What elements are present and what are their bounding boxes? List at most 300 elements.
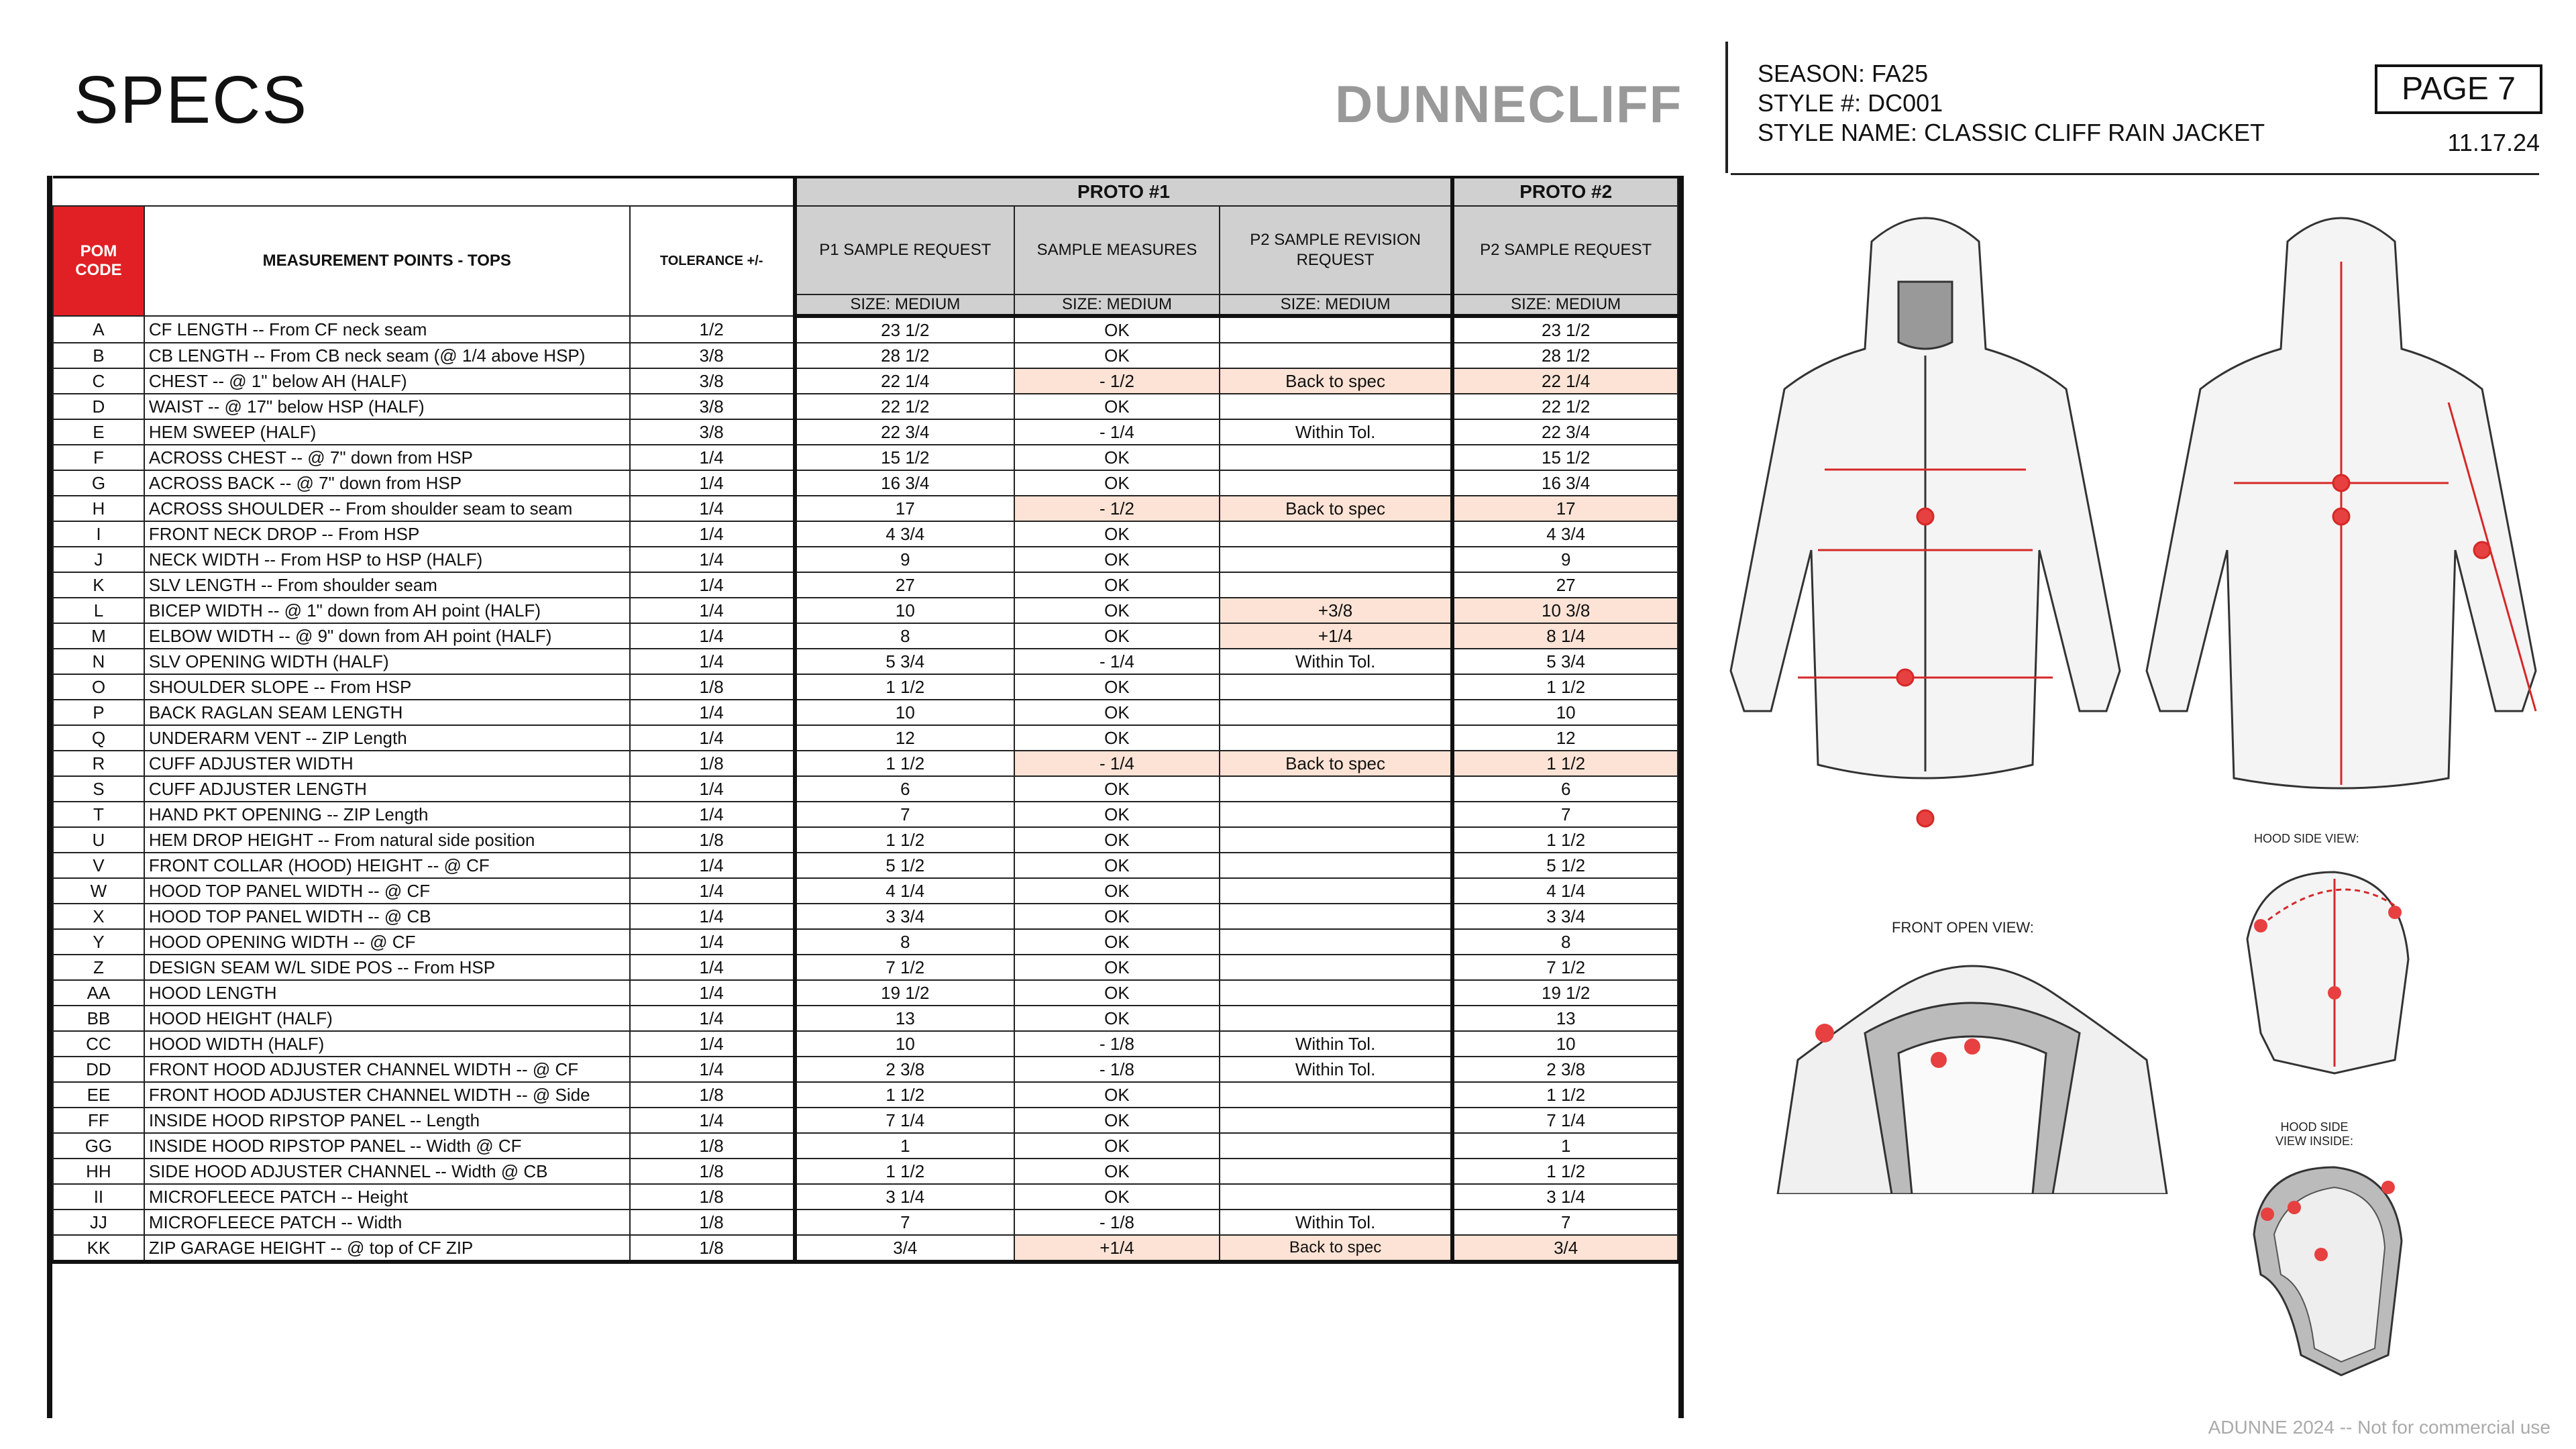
p2-request-value: 5 1/2	[1452, 853, 1678, 878]
tolerance: 1/8	[630, 1184, 795, 1210]
pom-code: R	[53, 751, 144, 776]
tolerance: 3/8	[630, 394, 795, 419]
spec-row	[53, 1133, 1678, 1159]
sample-measure-value: - 1/8	[1014, 1210, 1220, 1235]
spec-row	[53, 1082, 1678, 1108]
p2-request-value: 7 1/2	[1452, 955, 1678, 980]
p2-revision-header: P2 SAMPLE REVISION REQUEST	[1220, 206, 1453, 294]
p2-revision-value	[1220, 802, 1453, 827]
p2-request-value: 15 1/2	[1452, 445, 1678, 470]
p2-revision-value	[1220, 316, 1453, 343]
size-label: SIZE: MEDIUM	[795, 294, 1015, 316]
p2-request-value: 1 1/2	[1452, 674, 1678, 700]
p1-request-value: 19 1/2	[795, 980, 1015, 1006]
measurement-desc: ACROSS BACK -- @ 7" down from HSP	[144, 470, 630, 496]
p2-revision-value: +1/4	[1220, 623, 1453, 649]
spec-row	[53, 725, 1678, 751]
p2-revision-value	[1220, 853, 1453, 878]
spec-row	[53, 368, 1678, 394]
p2-revision-value	[1220, 1159, 1453, 1184]
spec-row	[53, 980, 1678, 1006]
measurement-desc: BICEP WIDTH -- @ 1" down from AH point (HALF)	[144, 598, 630, 623]
sample-measure-value: - 1/2	[1014, 368, 1220, 394]
p2-revision-value	[1220, 725, 1453, 751]
tolerance: 1/4	[630, 649, 795, 674]
p2-request-value: 8	[1452, 929, 1678, 955]
spec-row	[53, 394, 1678, 419]
measurement-desc: FRONT HOOD ADJUSTER CHANNEL WIDTH -- @ Side	[144, 1082, 630, 1108]
tolerance: 1/4	[630, 521, 795, 547]
sample-measure-value: - 1/4	[1014, 751, 1220, 776]
spec-row	[53, 1235, 1678, 1262]
sample-measure-value: OK	[1014, 827, 1220, 853]
p2-revision-value	[1220, 547, 1453, 572]
pom-code: FF	[53, 1108, 144, 1133]
p2-revision-value	[1220, 1006, 1453, 1031]
p2-request-value: 1	[1452, 1133, 1678, 1159]
front-open-view-label: FRONT OPEN VIEW:	[1892, 919, 2034, 936]
spec-row	[53, 496, 1678, 521]
p2-revision-value	[1220, 445, 1453, 470]
pom-code-header: POM CODE	[53, 206, 144, 316]
tolerance: 1/4	[630, 547, 795, 572]
p2-request-value: 3 3/4	[1452, 904, 1678, 929]
tolerance: 1/4	[630, 929, 795, 955]
p1-request-value: 22 3/4	[795, 419, 1015, 445]
p2-request-value: 23 1/2	[1452, 316, 1678, 343]
tolerance: 1/8	[630, 1082, 795, 1108]
measurement-desc: INSIDE HOOD RIPSTOP PANEL -- Length	[144, 1108, 630, 1133]
header-underline	[1731, 173, 2539, 175]
p2-request-value: 8 1/4	[1452, 623, 1678, 649]
pom-code: JJ	[53, 1210, 144, 1235]
p1-request-value: 1 1/2	[795, 1159, 1015, 1184]
p1-request-value: 22 1/4	[795, 368, 1015, 394]
measurement-desc: CF LENGTH -- From CF neck seam	[144, 316, 630, 343]
p1-request-value: 17	[795, 496, 1015, 521]
tolerance: 1/8	[630, 1133, 795, 1159]
pom-code: HH	[53, 1159, 144, 1184]
p1-request-value: 10	[795, 1031, 1015, 1057]
sample-measure-value: OK	[1014, 802, 1220, 827]
sample-measure-value: - 1/4	[1014, 419, 1220, 445]
spec-row	[53, 419, 1678, 445]
spec-row	[53, 547, 1678, 572]
p1-request-value: 13	[795, 1006, 1015, 1031]
tolerance: 1/2	[630, 316, 795, 343]
p2-request-value: 7 1/4	[1452, 1108, 1678, 1133]
tolerance: 1/4	[630, 623, 795, 649]
measurement-desc: MICROFLEECE PATCH -- Width	[144, 1210, 630, 1235]
spec-row	[53, 674, 1678, 700]
sample-measure-value: - 1/2	[1014, 496, 1220, 521]
hood-side-sketch	[2234, 859, 2422, 1080]
tolerance: 1/4	[630, 598, 795, 623]
p2-revision-value	[1220, 700, 1453, 725]
p1-request-value: 9	[795, 547, 1015, 572]
sample-measure-value: OK	[1014, 1184, 1220, 1210]
sample-measure-value: OK	[1014, 878, 1220, 904]
measurement-desc: ELBOW WIDTH -- @ 9" down from AH point (HALF)	[144, 623, 630, 649]
sample-measure-value: OK	[1014, 316, 1220, 343]
p2-revision-value	[1220, 1133, 1453, 1159]
p2-revision-value	[1220, 827, 1453, 853]
p2-request-value: 10 3/8	[1452, 598, 1678, 623]
tolerance: 1/4	[630, 1031, 795, 1057]
sample-measure-value: OK	[1014, 980, 1220, 1006]
p1-request-value: 7	[795, 802, 1015, 827]
p1-request-value: 4 3/4	[795, 521, 1015, 547]
pom-code: A	[53, 316, 144, 343]
pom-code: N	[53, 649, 144, 674]
pom-code: M	[53, 623, 144, 649]
p2-revision-value: Back to spec	[1220, 751, 1453, 776]
sample-measures-header: SAMPLE MEASURES	[1014, 206, 1220, 294]
sample-measure-value: - 1/4	[1014, 649, 1220, 674]
pom-code: I	[53, 521, 144, 547]
page-title: SPECS	[74, 62, 309, 138]
front-open-sketch	[1771, 953, 2174, 1194]
tolerance: 1/8	[630, 1235, 795, 1262]
p2-request-value: 1 1/2	[1452, 1082, 1678, 1108]
tolerance: 1/4	[630, 1006, 795, 1031]
p1-request-value: 1 1/2	[795, 827, 1015, 853]
measurement-desc: HOOD HEIGHT (HALF)	[144, 1006, 630, 1031]
p1-request-header: P1 SAMPLE REQUEST	[795, 206, 1015, 294]
sample-measure-value: OK	[1014, 904, 1220, 929]
spec-row	[53, 1057, 1678, 1082]
p1-request-value: 3 3/4	[795, 904, 1015, 929]
p2-request-value: 19 1/2	[1452, 980, 1678, 1006]
spec-row	[53, 929, 1678, 955]
spec-row	[53, 445, 1678, 470]
sample-measure-value: OK	[1014, 1133, 1220, 1159]
p2-revision-value	[1220, 929, 1453, 955]
pom-code: BB	[53, 1006, 144, 1031]
tolerance: 1/4	[630, 496, 795, 521]
spec-row	[53, 598, 1678, 623]
p1-request-value: 23 1/2	[795, 316, 1015, 343]
p2-request-value: 1 1/2	[1452, 827, 1678, 853]
spec-row	[53, 623, 1678, 649]
spec-row	[53, 649, 1678, 674]
p2-request-value: 3/4	[1452, 1235, 1678, 1262]
measurement-desc: WAIST -- @ 17" below HSP (HALF)	[144, 394, 630, 419]
p1-request-value: 7	[795, 1210, 1015, 1235]
measurement-desc: UNDERARM VENT -- ZIP Length	[144, 725, 630, 751]
p1-request-value: 12	[795, 725, 1015, 751]
proto2-header: PROTO #2	[1452, 177, 1678, 206]
p2-request-value: 27	[1452, 572, 1678, 598]
measurement-desc: SLV LENGTH -- From shoulder seam	[144, 572, 630, 598]
measurement-desc: HAND PKT OPENING -- ZIP Length	[144, 802, 630, 827]
sample-measure-value: OK	[1014, 700, 1220, 725]
sample-measure-value: OK	[1014, 1159, 1220, 1184]
hood-side-inside-label: HOOD SIDE VIEW INSIDE:	[2275, 1120, 2353, 1148]
p2-revision-value: Back to spec	[1220, 368, 1453, 394]
pom-code: G	[53, 470, 144, 496]
jacket-back-sketch	[2133, 201, 2549, 832]
measurement-desc: SLV OPENING WIDTH (HALF)	[144, 649, 630, 674]
sample-measure-value: OK	[1014, 343, 1220, 368]
spec-row	[53, 1108, 1678, 1133]
p1-request-value: 22 1/2	[795, 394, 1015, 419]
spec-row	[53, 878, 1678, 904]
sample-measure-value: OK	[1014, 470, 1220, 496]
measurement-desc: INSIDE HOOD RIPSTOP PANEL -- Width @ CF	[144, 1133, 630, 1159]
p2-revision-value	[1220, 878, 1453, 904]
tolerance: 1/4	[630, 776, 795, 802]
measurement-desc: HOOD TOP PANEL WIDTH -- @ CF	[144, 878, 630, 904]
size-label: SIZE: MEDIUM	[1220, 294, 1453, 316]
measurement-desc: CHEST -- @ 1" below AH (HALF)	[144, 368, 630, 394]
spec-row	[53, 1184, 1678, 1210]
page-number: PAGE 7	[2375, 64, 2542, 114]
measurement-desc: FRONT HOOD ADJUSTER CHANNEL WIDTH -- @ CF	[144, 1057, 630, 1082]
size-label: SIZE: MEDIUM	[1014, 294, 1220, 316]
sample-measure-value: - 1/8	[1014, 1031, 1220, 1057]
p2-request-value: 10	[1452, 700, 1678, 725]
spec-row	[53, 1006, 1678, 1031]
p2-revision-value	[1220, 980, 1453, 1006]
spec-row	[53, 802, 1678, 827]
sample-measure-value: OK	[1014, 547, 1220, 572]
p2-request-value: 3 1/4	[1452, 1184, 1678, 1210]
pom-code: O	[53, 674, 144, 700]
measurement-desc: SIDE HOOD ADJUSTER CHANNEL -- Width @ CB	[144, 1159, 630, 1184]
p2-request-value: 7	[1452, 802, 1678, 827]
tolerance: 1/8	[630, 1159, 795, 1184]
sample-measure-value: OK	[1014, 955, 1220, 980]
pom-code: U	[53, 827, 144, 853]
p2-request-value: 7	[1452, 1210, 1678, 1235]
measurement-points-header: MEASUREMENT POINTS - TOPS	[144, 206, 630, 316]
p2-revision-value: Within Tol.	[1220, 649, 1453, 674]
pom-code: X	[53, 904, 144, 929]
tolerance: 1/8	[630, 674, 795, 700]
measurement-desc: HEM SWEEP (HALF)	[144, 419, 630, 445]
tolerance: 1/4	[630, 904, 795, 929]
spec-row	[53, 904, 1678, 929]
p2-revision-value: Within Tol.	[1220, 1057, 1453, 1082]
p2-revision-value	[1220, 572, 1453, 598]
tolerance: 1/4	[630, 445, 795, 470]
sample-measure-value: OK	[1014, 776, 1220, 802]
p2-request-header: P2 SAMPLE REQUEST	[1452, 206, 1678, 294]
pom-code: H	[53, 496, 144, 521]
spec-row	[53, 1210, 1678, 1235]
tolerance: 1/4	[630, 470, 795, 496]
p2-revision-value: Within Tol.	[1220, 419, 1453, 445]
pom-code: KK	[53, 1235, 144, 1262]
p2-revision-value	[1220, 470, 1453, 496]
measurement-desc: SHOULDER SLOPE -- From HSP	[144, 674, 630, 700]
p2-request-value: 12	[1452, 725, 1678, 751]
p2-request-value: 5 3/4	[1452, 649, 1678, 674]
pom-code: Q	[53, 725, 144, 751]
sample-measure-value: OK	[1014, 623, 1220, 649]
spec-row	[53, 521, 1678, 547]
header-divider	[1725, 42, 1728, 173]
spec-row	[53, 572, 1678, 598]
sample-measure-value: - 1/8	[1014, 1057, 1220, 1082]
p2-revision-value: Within Tol.	[1220, 1031, 1453, 1057]
measurement-desc: CUFF ADJUSTER LENGTH	[144, 776, 630, 802]
p2-request-value: 22 1/2	[1452, 394, 1678, 419]
p1-request-value: 28 1/2	[795, 343, 1015, 368]
spec-row	[53, 700, 1678, 725]
sample-measure-value: +1/4	[1014, 1235, 1220, 1262]
tolerance: 1/4	[630, 1108, 795, 1133]
p1-request-value: 27	[795, 572, 1015, 598]
pom-code: P	[53, 700, 144, 725]
pom-code: T	[53, 802, 144, 827]
sample-measure-value: OK	[1014, 1006, 1220, 1031]
measurement-desc: ACROSS SHOULDER -- From shoulder seam to seam	[144, 496, 630, 521]
sample-measure-value: OK	[1014, 725, 1220, 751]
tolerance: 1/4	[630, 700, 795, 725]
measurement-desc: DESIGN SEAM W/L SIDE POS -- From HSP	[144, 955, 630, 980]
p2-request-value: 10	[1452, 1031, 1678, 1057]
p1-request-value: 1	[795, 1133, 1015, 1159]
sample-measure-value: OK	[1014, 674, 1220, 700]
sample-measure-value: OK	[1014, 572, 1220, 598]
pom-code: CC	[53, 1031, 144, 1057]
p1-request-value: 5 1/2	[795, 853, 1015, 878]
p2-revision-value: +3/8	[1220, 598, 1453, 623]
measurement-desc: ZIP GARAGE HEIGHT -- @ top of CF ZIP	[144, 1235, 630, 1262]
p2-revision-value	[1220, 776, 1453, 802]
footer-note: ADUNNE 2024 -- Not for commercial use	[2208, 1417, 2551, 1438]
pom-code: F	[53, 445, 144, 470]
p2-request-value: 6	[1452, 776, 1678, 802]
p1-request-value: 10	[795, 700, 1015, 725]
p2-request-value: 28 1/2	[1452, 343, 1678, 368]
p2-revision-value: Back to spec	[1220, 496, 1453, 521]
p2-request-value: 9	[1452, 547, 1678, 572]
p1-request-value: 8	[795, 929, 1015, 955]
p1-request-value: 16 3/4	[795, 470, 1015, 496]
tolerance: 1/4	[630, 853, 795, 878]
pom-code: E	[53, 419, 144, 445]
spec-table-frame	[47, 176, 1684, 1418]
tolerance: 1/8	[630, 1210, 795, 1235]
sample-measure-value: OK	[1014, 598, 1220, 623]
spec-row	[53, 751, 1678, 776]
tolerance-header: TOLERANCE +/-	[630, 206, 795, 316]
spec-row	[53, 853, 1678, 878]
p2-request-value: 17	[1452, 496, 1678, 521]
tolerance: 1/8	[630, 751, 795, 776]
measurement-desc: HEM DROP HEIGHT -- From natural side position	[144, 827, 630, 853]
season: SEASON: FA25	[1758, 60, 1929, 87]
p2-revision-value	[1220, 394, 1453, 419]
spec-row	[53, 827, 1678, 853]
p2-request-value: 4 3/4	[1452, 521, 1678, 547]
p1-request-value: 1 1/2	[795, 1082, 1015, 1108]
p1-request-value: 6	[795, 776, 1015, 802]
jacket-front-sketch	[1717, 201, 2133, 832]
pom-code: AA	[53, 980, 144, 1006]
p2-revision-value: Within Tol.	[1220, 1210, 1453, 1235]
measurement-desc: HOOD WIDTH (HALF)	[144, 1031, 630, 1057]
pom-code: V	[53, 853, 144, 878]
p1-request-value: 2 3/8	[795, 1057, 1015, 1082]
p2-request-value: 16 3/4	[1452, 470, 1678, 496]
tolerance: 3/8	[630, 368, 795, 394]
spec-row	[53, 470, 1678, 496]
p2-revision-value	[1220, 955, 1453, 980]
p2-revision-value	[1220, 674, 1453, 700]
p2-revision-value	[1220, 343, 1453, 368]
p2-revision-value	[1220, 904, 1453, 929]
tolerance: 1/4	[630, 802, 795, 827]
pom-code: DD	[53, 1057, 144, 1082]
p2-revision-value	[1220, 1082, 1453, 1108]
spec-row	[53, 343, 1678, 368]
pom-code: D	[53, 394, 144, 419]
spec-table	[52, 176, 1678, 1264]
sample-measure-value: OK	[1014, 445, 1220, 470]
measurement-desc: HOOD LENGTH	[144, 980, 630, 1006]
brand-logo: DUNNECLIFF	[1335, 74, 1683, 133]
date: 11.17.24	[2447, 129, 2540, 156]
p2-revision-value	[1220, 1108, 1453, 1133]
p1-request-value: 4 1/4	[795, 878, 1015, 904]
p1-request-value: 7 1/2	[795, 955, 1015, 980]
pom-code: S	[53, 776, 144, 802]
tolerance: 3/8	[630, 419, 795, 445]
pom-code: L	[53, 598, 144, 623]
spec-row	[53, 776, 1678, 802]
spec-row	[53, 1031, 1678, 1057]
p2-request-value: 13	[1452, 1006, 1678, 1031]
tolerance: 1/4	[630, 1057, 795, 1082]
pom-code: EE	[53, 1082, 144, 1108]
pom-code: II	[53, 1184, 144, 1210]
p2-request-value: 1 1/2	[1452, 1159, 1678, 1184]
sample-measure-value: OK	[1014, 1082, 1220, 1108]
tolerance: 1/8	[630, 827, 795, 853]
p1-request-value: 1 1/2	[795, 751, 1015, 776]
measurement-desc: HOOD TOP PANEL WIDTH -- @ CB	[144, 904, 630, 929]
tolerance: 3/8	[630, 343, 795, 368]
p2-request-value: 1 1/2	[1452, 751, 1678, 776]
measurement-desc: ACROSS CHEST -- @ 7" down from HSP	[144, 445, 630, 470]
p2-request-value: 4 1/4	[1452, 878, 1678, 904]
measurement-desc: MICROFLEECE PATCH -- Height	[144, 1184, 630, 1210]
style-number: STYLE #: DC001	[1758, 89, 1943, 117]
p2-revision-value	[1220, 521, 1453, 547]
tolerance: 1/4	[630, 572, 795, 598]
pom-code: Z	[53, 955, 144, 980]
hood-side-view-label: HOOD SIDE VIEW:	[2254, 832, 2359, 845]
pom-code: B	[53, 343, 144, 368]
sample-measure-value: OK	[1014, 394, 1220, 419]
p1-request-value: 7 1/4	[795, 1108, 1015, 1133]
p1-request-value: 5 3/4	[795, 649, 1015, 674]
tolerance: 1/4	[630, 725, 795, 751]
p1-request-value: 3/4	[795, 1235, 1015, 1262]
pom-code: Y	[53, 929, 144, 955]
hood-side-inside-sketch	[2234, 1154, 2408, 1382]
measurement-desc: CUFF ADJUSTER WIDTH	[144, 751, 630, 776]
sample-measure-value: OK	[1014, 521, 1220, 547]
spec-row	[53, 1159, 1678, 1184]
p1-request-value: 15 1/2	[795, 445, 1015, 470]
spec-row	[53, 316, 1678, 343]
p2-revision-value	[1220, 1184, 1453, 1210]
